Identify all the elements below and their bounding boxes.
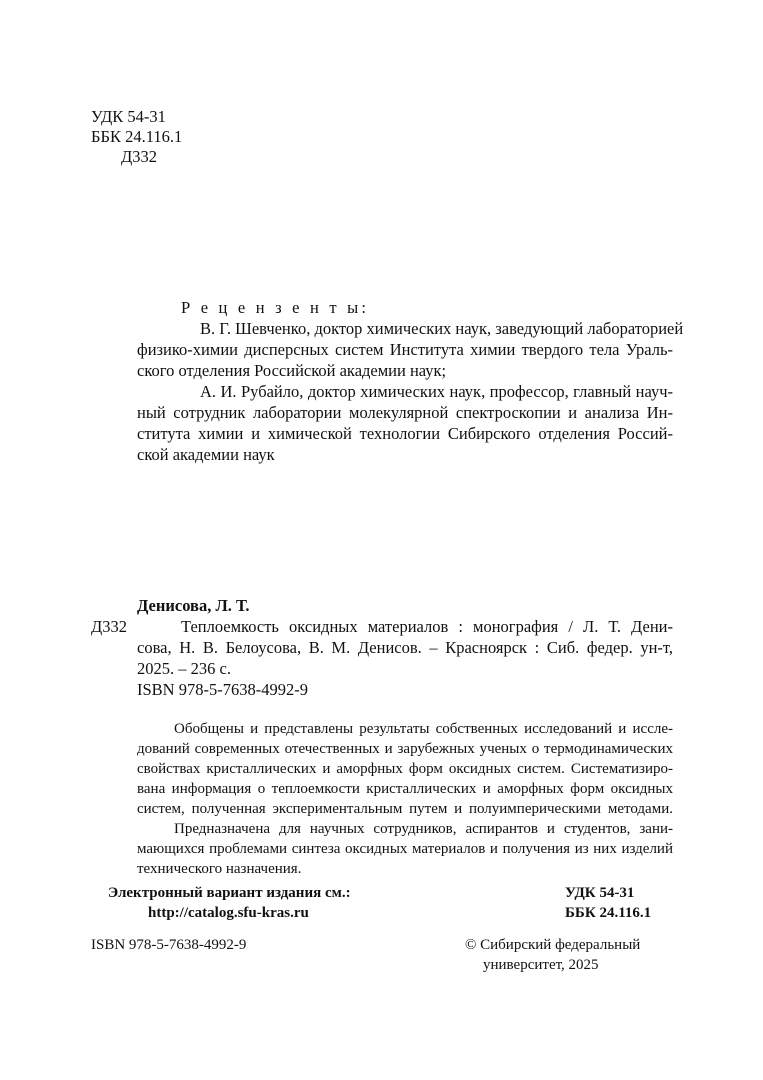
reviewer-line: ского отделения Российской академии наук;	[137, 361, 447, 380]
bbk-code: ББК 24.116.1	[91, 127, 183, 146]
author-sign: Д332	[121, 147, 158, 166]
footer-isbn: ISBN 978-5-7638-4992-9	[91, 937, 247, 953]
bib-author: Денисова, Л. Т.	[137, 596, 250, 615]
copyright-line: © Сибирский федеральный	[465, 937, 641, 953]
udk-code: УДК 54-31	[91, 107, 166, 126]
bib-isbn: ISBN 978-5-7638-4992-9	[137, 680, 308, 699]
bib-line: сова, Н. В. Белоусова, В. М. Денисов. – Красноярск : Сиб. федер. ун-т,	[137, 638, 673, 657]
bib-code: Д332	[91, 617, 128, 636]
reviewer-line: ститута химии и химической технологии Сибирского отделения Россий-	[137, 424, 673, 443]
bib-line: Теплоемкость оксидных материалов : монография / Л. Т. Дени-	[181, 617, 673, 636]
abstract-line: дований современных отечественных и зарубежных ученых о термодинамических	[137, 741, 673, 757]
reviewer-line: ный сотрудник лаборатории молекулярной спектроскопии и анализа Ин-	[137, 403, 673, 422]
electronic-version-label: Электронный вариант издания см.:	[108, 885, 351, 901]
catalog-link[interactable]: http://catalog.sfu-kras.ru	[148, 905, 309, 921]
abstract-line: мающихся проблемами синтеза оксидных материалов и получения из них изделий	[137, 841, 673, 857]
footer-udk: УДК 54-31	[565, 885, 635, 901]
abstract-line: систем, полученная экспериментальным путем и полуимперическими методами.	[137, 801, 673, 817]
reviewer-line: физико-химии дисперсных систем Института химии твердого тела Ураль-	[137, 340, 673, 359]
reviewer-line: В. Г. Шевченко, доктор химических наук, заведующий лабораторией	[200, 319, 684, 338]
abstract-line: Обобщены и представлены результаты собственных исследований и иссле-	[174, 721, 673, 737]
reviewer-line: А. И. Рубайло, доктор химических наук, профессор, главный науч-	[200, 382, 673, 401]
copyright-line: университет, 2025	[483, 957, 599, 973]
abstract-line: технического назначения.	[137, 861, 302, 877]
bib-line: 2025. – 236 с.	[137, 659, 231, 678]
abstract-line: свойствах кристаллических и аморфных форм оксидных систем. Систематизиро-	[137, 761, 673, 777]
reviewers-title: Р е ц е н з е н т ы:	[181, 298, 370, 317]
footer-bbk: ББК 24.116.1	[565, 905, 652, 921]
reviewer-line: ской академии наук	[137, 445, 275, 464]
abstract-line: Предназначена для научных сотрудников, аспирантов и студентов, зани-	[174, 821, 673, 837]
abstract-line: вана информация о теплоемкости кристаллических и аморфных форм оксидных	[137, 781, 673, 797]
